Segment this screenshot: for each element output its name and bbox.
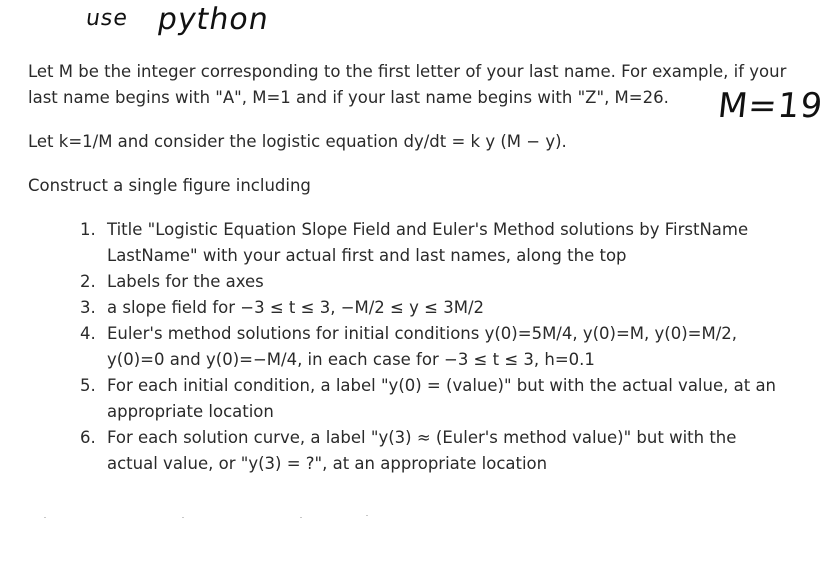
requirements-list xyxy=(80,217,776,477)
requirement-item-3 xyxy=(80,295,776,321)
requirement-item-5 xyxy=(80,373,776,425)
requirement-text: appropriate location xyxy=(107,402,274,421)
requirement-text: For each solution curve, a label "y(3) ≈ (Euler's method value)" but with the xyxy=(107,428,737,447)
handwritten-m-value: M=19 xyxy=(715,86,826,126)
stray-speck xyxy=(44,517,46,518)
construct-text: Construct a single figure including xyxy=(28,176,311,195)
requirement-text: For each initial condition, a label "y(0) = (value)" but with the actual value, at an xyxy=(107,376,777,395)
requirement-text: actual value, or "y(3) = ?", at an appropriate location xyxy=(107,454,548,473)
requirement-text: y(0)=0 and y(0)=−M/4, in each case for −3 ≤ t ≤ 3, h=0.1 xyxy=(107,350,595,369)
requirement-number: 3. xyxy=(80,298,96,317)
stray-speck xyxy=(366,515,368,516)
requirement-number: 1. xyxy=(80,220,96,239)
requirement-number: 2. xyxy=(80,272,96,291)
requirement-text: a slope field for −3 ≤ t ≤ 3, −M/2 ≤ y ≤ 3M/2 xyxy=(107,298,484,317)
requirement-number: 6. xyxy=(80,428,96,447)
requirement-number: 5. xyxy=(80,376,96,395)
requirement-text: Euler's method solutions for initial conditions y(0)=5M/4, y(0)=M, y(0)=M/2, xyxy=(107,324,738,343)
requirement-item-6 xyxy=(80,425,776,477)
intro-line-2: last name begins with "A", M=1 and if your last name begins with "Z", M=26. xyxy=(28,88,669,107)
stray-speck xyxy=(182,517,184,518)
requirement-item-4 xyxy=(80,321,776,373)
requirement-number: 4. xyxy=(80,324,96,343)
requirement-text: LastName" with your actual first and last names, along the top xyxy=(107,246,627,265)
requirement-text: Title "Logistic Equation Slope Field and Euler's Method solutions by FirstName xyxy=(107,220,749,239)
stray-speck xyxy=(300,517,302,518)
logistic-equation-paragraph xyxy=(28,129,567,155)
handwritten-python: python xyxy=(154,2,273,37)
requirement-item-2 xyxy=(80,269,776,295)
requirement-item-1 xyxy=(80,217,776,269)
intro-line-1: Let M be the integer corresponding to the first letter of your last name. For example, if your xyxy=(28,62,787,81)
requirement-text: Labels for the axes xyxy=(107,272,264,291)
intro-paragraph xyxy=(28,59,786,111)
construct-paragraph xyxy=(28,173,311,199)
logistic-equation-text: Let k=1/M and consider the logistic equation dy/dt = k y (M − y). xyxy=(28,132,567,151)
handwritten-use: use xyxy=(84,6,130,31)
